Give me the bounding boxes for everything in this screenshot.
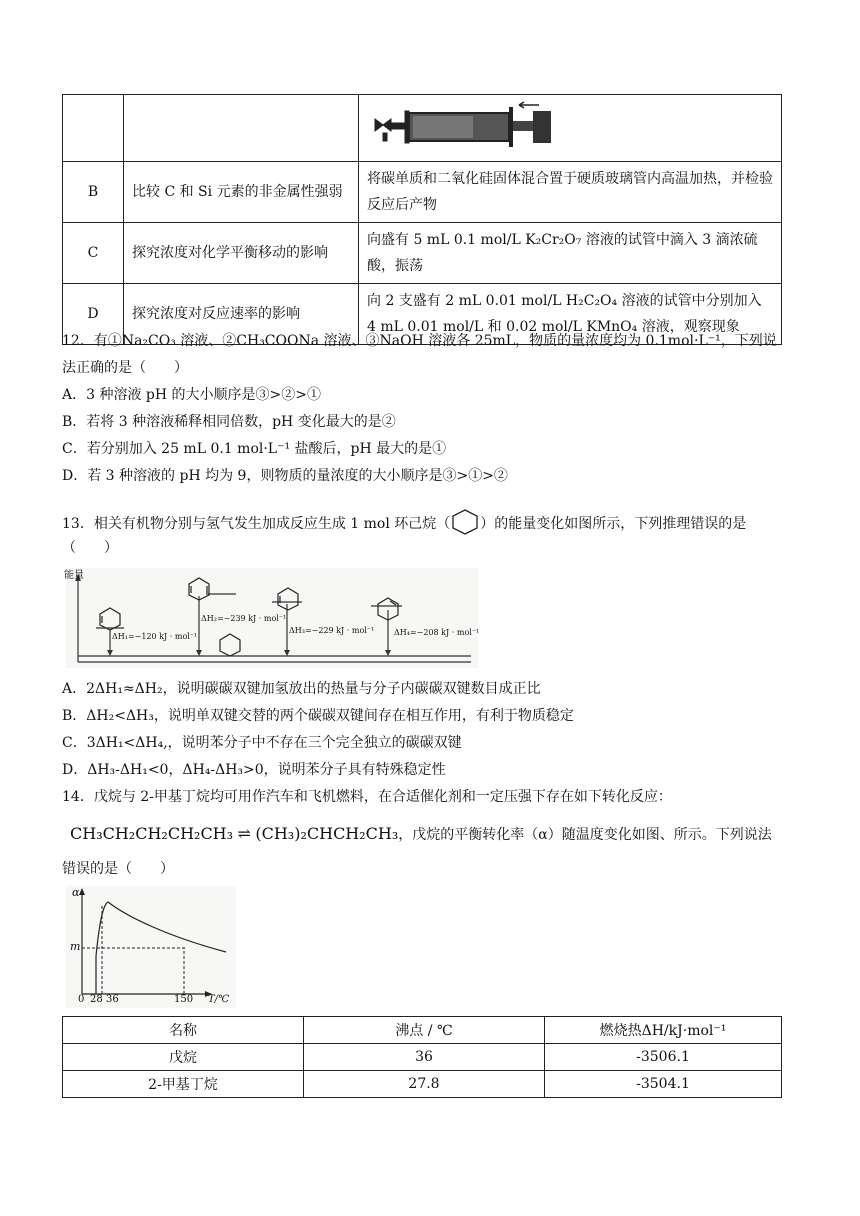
tick-150: 150 [174,994,194,1005]
header-boiling-point: 沸点 / ℃ [304,1017,545,1044]
q13-option-c: C．3ΔH₁<ΔH₄,，说明苯分子中不存在三个完全独立的碳碳双键 [62,735,462,751]
cell: -3506.1 [545,1044,782,1071]
row-method: 向盛有 5 mL 0.1 mol/L K₂Cr₂O₇ 溶液的试管中滴入 3 滴浓硫酸，振荡 [359,223,782,284]
syringe-apparatus-image [369,97,569,159]
q12-option-c: C．若分别加入 25 mL 0.1 mol·L⁻¹ 盐酸后，pH 最大的是① [62,441,447,457]
header-name: 名称 [63,1017,304,1044]
tick-0: 0 [78,994,85,1005]
tick-36: 36 [106,994,119,1005]
row-purpose: 探究浓度对化学平衡移动的影响 [124,223,359,284]
question-14-stem: 14．戊烷与 2-甲基丁烷均可用作汽车和飞机燃料，在合适催化剂和一定压强下存在如下转化反应： [62,789,672,805]
row-key: C [63,223,124,284]
energy-axis-label: 能量 [64,570,84,581]
row-purpose: 比较 C 和 Si 元素的非金属性强弱 [124,162,359,223]
equation-right: (CH₃)₂CHCH₂CH₃ [255,824,399,843]
experiment-table [62,94,782,345]
q13-option-a: A．2ΔH₁≈ΔH₂，说明碳碳双键加氢放出的热量与分子内碳碳双键数目成正比 [62,681,541,697]
syringe-apparatus-cell [359,95,782,162]
dh2-label: ΔH₂=−239 kJ · mol⁻¹ [201,614,287,623]
row-purpose [124,95,359,162]
table-header-row [63,1017,782,1044]
header-combustion-heat: 燃烧热ΔH/kJ·mol⁻¹ [545,1017,782,1044]
cell: 27.8 [304,1071,545,1098]
row-method: 将碳单质和二氧化硅固体混合置于硬质玻璃管内高温加热，并检验反应后产物 [359,162,782,223]
cell: 戊烷 [63,1044,304,1071]
q14-equation-line [70,820,772,849]
cell: -3504.1 [545,1071,782,1098]
row-key: D [63,284,124,345]
table-row [63,223,782,284]
temperature-axis-label: T/℃ [208,994,230,1005]
row-key: B [63,162,124,223]
cyclohexane-icon [450,508,480,536]
q13-stem-part-b: ）的能量变化如图所示，下列推理错误的是 [480,516,747,532]
cell: 36 [304,1044,545,1071]
tick-28: 28 [90,994,103,1005]
q13-option-b: B．ΔH₂<ΔH₃，说明单双键交替的两个碳碳双键间存在相互作用，有利于物质稳定 [62,708,574,724]
q12-option-b: B．若将 3 种溶液稀释相同倍数，pH 变化最大的是② [62,414,396,430]
q12-option-d: D．若 3 种溶液的 pH 均为 9，则物质的量浓度的大小顺序是③>①>② [62,468,508,484]
q13-option-d: D．ΔH₃-ΔH₁<0，ΔH₄-ΔH₃>0，说明苯分子具有特殊稳定性 [62,762,446,778]
question-12-stem: 12．有①Na₂CO₃ 溶液、②CH₃COONa 溶液、③NaOH 溶液各 25mL，物质的量浓度均为 0.1mol·L⁻¹，下列说法正确的是（ ） [62,333,777,376]
table-row [63,1071,782,1098]
row-purpose: 探究浓度对反应速率的影响 [124,284,359,345]
q14-stem-continuation: ，戊烷的平衡转化率（α）随温度变化如图、所示。下列说法 [398,827,772,843]
alpha-axis-label: α [72,886,80,899]
conversion-chart [66,886,236,1008]
table-row [63,95,782,162]
cell: 2-甲基丁烷 [63,1071,304,1098]
question-13-stem [62,508,802,538]
row-key [63,95,124,162]
table-row [63,162,782,223]
dh1-label: ΔH₁=−120 kJ · mol⁻¹ [112,632,198,641]
dh4-label: ΔH₄=−208 kJ · mol⁻¹ [394,628,480,637]
table-row [63,1044,782,1071]
q13-stem-part-a: 13．相关有机物分别与氢气发生加成反应生成 1 mol 环己烷（ [62,516,451,532]
properties-table [62,1016,782,1098]
energy-diagram [66,568,478,668]
dh3-label: ΔH₃=−229 kJ · mol⁻¹ [289,626,375,635]
q14-stem-end: 错误的是（ ） [62,861,174,877]
equilibrium-arrow: ⇌ [237,824,251,843]
q13-stem-paren: （ ） [62,540,118,556]
row-method: 向 2 支盛有 2 mL 0.01 mol/L H₂C₂O₄ 溶液的试管中分别加入 4 mL 0.01 mol/L 和 0.02 mol/L KMnO₄ 溶液，观察现象 [359,284,782,345]
q12-option-a: A．3 种溶液 pH 的大小顺序是③>②>① [62,387,321,403]
equation-left: CH₃CH₂CH₂CH₂CH₃ [70,824,234,843]
m-label: m [70,940,81,953]
